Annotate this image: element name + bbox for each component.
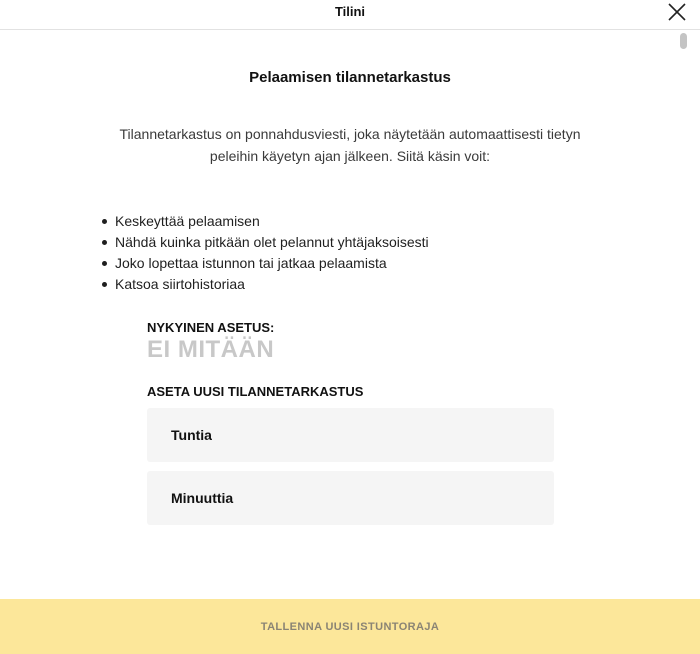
feature-item: Katsoa siirtohistoriaa [115, 274, 429, 295]
save-session-limit-button[interactable]: TALLENNA UUSI ISTUNTORAJA [0, 599, 700, 654]
feature-item: Nähdä kuinka pitkään olet pelannut yhtäjaksoisesti [115, 232, 429, 253]
hours-label: Tuntia [171, 427, 212, 443]
current-setting-label: NYKYINEN ASETUS: [147, 320, 275, 335]
modal-content [0, 31, 700, 598]
feature-list [115, 211, 429, 295]
minutes-label: Minuuttia [171, 490, 234, 506]
close-icon [666, 1, 688, 23]
feature-item: Keskeyttää pelaamisen [115, 211, 429, 232]
hours-field[interactable] [147, 408, 554, 462]
current-setting-value: EI MITÄÄN [147, 336, 275, 363]
section-title: Pelaamisen tilannetarkastus [249, 69, 451, 86]
close-button[interactable] [666, 1, 688, 23]
feature-item: Joko lopettaa istunnon tai jatkaa pelaamista [115, 253, 429, 274]
modal-title: Tilini [334, 4, 366, 19]
modal-footer [0, 599, 700, 654]
intro-text: Tilannetarkastus on ponnahdusviesti, joka näytetään automaattisesti tietyn peleihin käyetyn ajan jälkeen. Siitä käsin voit: [119, 126, 581, 164]
new-setting-label: ASETA UUSI TILANNETARKASTUS [147, 384, 364, 399]
modal-header [0, 0, 700, 30]
minutes-field[interactable] [147, 471, 554, 525]
